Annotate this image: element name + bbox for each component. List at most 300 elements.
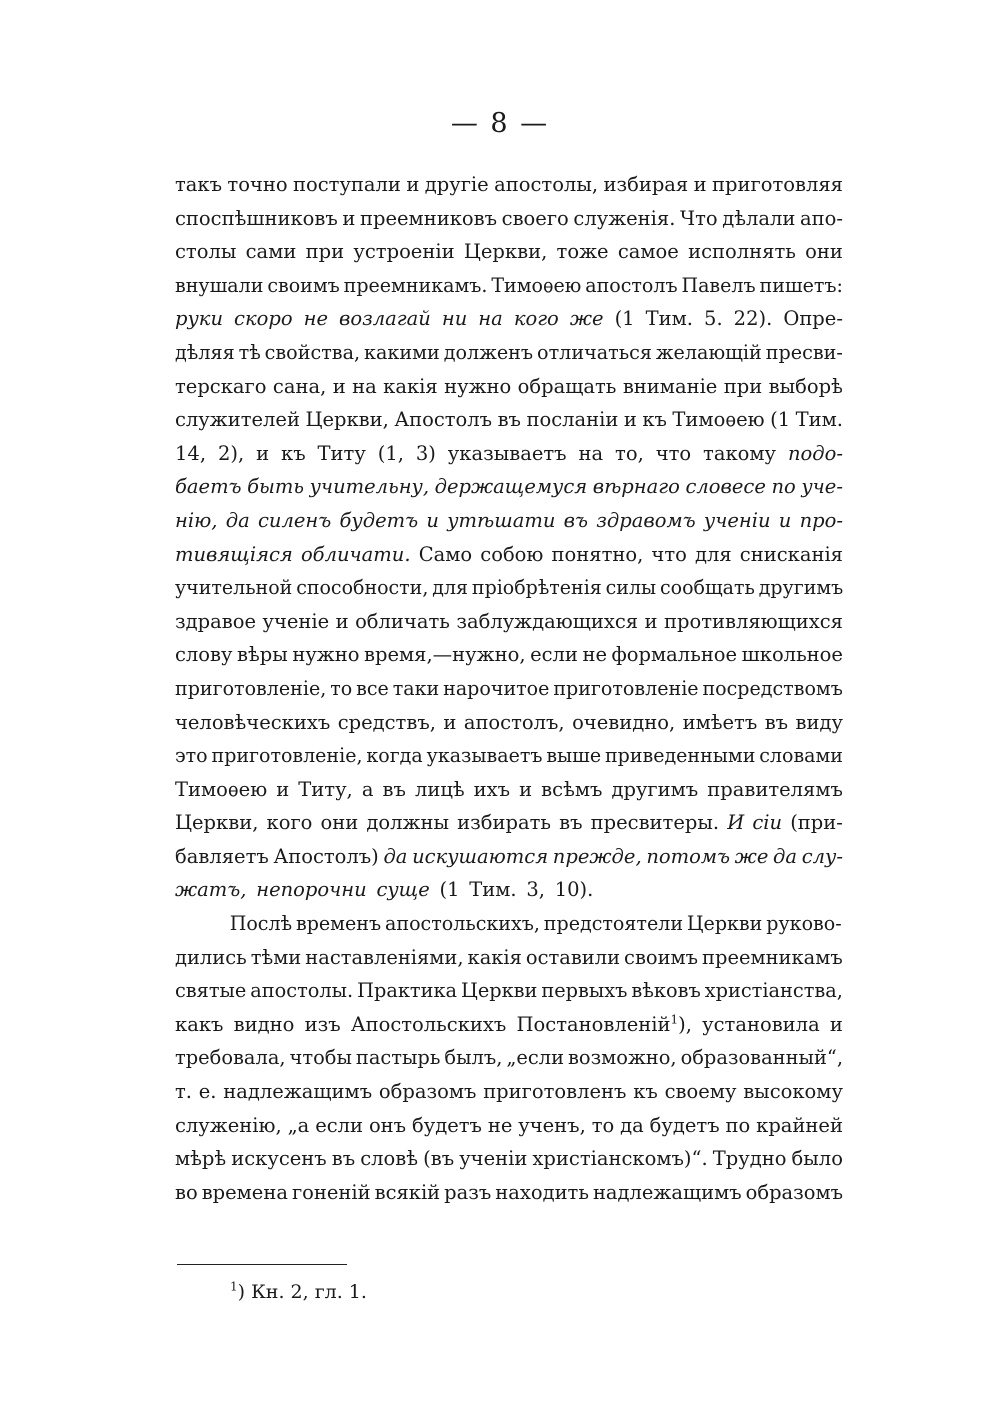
word: „а xyxy=(287,1113,310,1137)
word: же xyxy=(569,307,604,331)
word: дѣлали xyxy=(722,206,796,230)
word: тѣми xyxy=(250,945,302,969)
word: понятно, xyxy=(551,542,644,566)
word: требовала, xyxy=(175,1046,286,1070)
word: христіанства, xyxy=(704,979,843,1003)
word: для xyxy=(694,542,732,566)
word: пресви- xyxy=(765,340,843,364)
text-line xyxy=(175,907,842,941)
word: Апостолъ xyxy=(394,408,493,432)
text-line xyxy=(175,470,843,504)
word: руково- xyxy=(766,912,842,936)
word: имѣетъ xyxy=(682,710,758,734)
word: при xyxy=(305,240,345,264)
word: и xyxy=(519,777,533,801)
word: такому xyxy=(703,441,777,465)
word: Тим. xyxy=(469,878,517,902)
footnote-text: ) Кн. 2, гл. 1. xyxy=(237,1281,367,1303)
word: время,—нужно, xyxy=(364,643,526,667)
word: учительной xyxy=(175,576,293,600)
text-line xyxy=(175,1142,843,1176)
word: свойства, xyxy=(264,340,361,364)
word: наставленіями, xyxy=(305,945,464,969)
word: силы xyxy=(605,576,657,600)
word: Павелъ xyxy=(681,273,756,297)
word: точно xyxy=(227,173,288,196)
word: способности, xyxy=(296,576,429,600)
word: ученъ, xyxy=(518,1113,586,1137)
word: это xyxy=(175,744,208,768)
word: то xyxy=(591,1113,615,1137)
word: Церкви, xyxy=(305,408,389,432)
text-line xyxy=(175,706,843,740)
word: такъ xyxy=(175,173,223,196)
word: своимъ xyxy=(624,945,699,969)
word: и xyxy=(406,173,420,196)
word: нію, xyxy=(175,508,218,532)
word: преемникамъ xyxy=(702,945,843,969)
word: нарочитое xyxy=(443,676,550,700)
word: по xyxy=(725,1113,751,1137)
word: собою xyxy=(480,542,544,566)
text-line xyxy=(175,840,843,874)
word: образомъ xyxy=(745,1180,844,1204)
word: самое xyxy=(617,240,679,264)
word: они xyxy=(320,811,359,835)
word: служенія. xyxy=(573,206,676,230)
word: когда xyxy=(366,744,423,768)
word: да xyxy=(620,1113,644,1137)
word: не xyxy=(487,1113,513,1137)
word: Опре- xyxy=(783,307,843,331)
word: если xyxy=(530,643,578,667)
text-line xyxy=(175,437,843,471)
word: по xyxy=(771,475,796,499)
word: на xyxy=(578,441,604,465)
word: жатъ, xyxy=(175,878,247,902)
word: въ xyxy=(559,811,583,835)
word: надлежащимъ xyxy=(223,1080,373,1104)
text-line xyxy=(175,1109,843,1143)
word: Тимоѳею xyxy=(175,777,268,801)
word: чтобы xyxy=(289,1046,352,1070)
word: не xyxy=(303,307,328,331)
word: на xyxy=(352,374,377,398)
text-line xyxy=(175,168,843,202)
word: посредствомъ xyxy=(702,676,843,700)
word: временъ xyxy=(295,912,382,936)
text-line xyxy=(175,269,843,303)
word: Титу, xyxy=(298,777,353,801)
word: про- xyxy=(799,508,843,532)
word: слу- xyxy=(801,844,843,868)
text-line xyxy=(175,941,843,975)
word: что xyxy=(651,542,687,566)
text-line xyxy=(175,773,843,807)
text-line xyxy=(175,235,843,269)
word: гоненій xyxy=(291,1180,371,1204)
word: что xyxy=(655,441,692,465)
word: установила xyxy=(702,1012,820,1036)
word: бавляетъ xyxy=(175,844,269,868)
word: 10). xyxy=(554,878,594,902)
word: поступали xyxy=(293,173,401,196)
word: словесе xyxy=(685,475,766,499)
word: въ xyxy=(382,777,406,801)
footnote xyxy=(230,1280,367,1304)
word: въ xyxy=(563,508,589,532)
word: другіе xyxy=(424,173,489,196)
word: при xyxy=(723,374,763,398)
word: Постановленій$^1$), xyxy=(516,1012,692,1036)
word: и xyxy=(829,1012,843,1036)
word: и xyxy=(332,374,346,398)
word: таки xyxy=(392,676,440,700)
text-line xyxy=(175,605,843,639)
word: а xyxy=(361,777,374,801)
word: видно xyxy=(233,1012,295,1036)
word: приготовляя xyxy=(712,173,843,196)
word: ученіи xyxy=(459,1147,528,1171)
text-line xyxy=(175,302,843,336)
word: кого xyxy=(266,811,313,835)
word: 2), xyxy=(217,441,245,465)
word: мѣрѣ xyxy=(175,1147,227,1171)
word: посланіи xyxy=(526,408,619,432)
word: дились xyxy=(175,945,247,969)
word: все xyxy=(356,676,389,700)
word: апостолы. xyxy=(250,979,354,1003)
word: снисканія xyxy=(739,542,843,566)
text-line xyxy=(175,806,843,840)
word: было xyxy=(791,1147,843,1171)
word: сами xyxy=(245,240,297,264)
word: нужно xyxy=(444,374,512,398)
word: (1 xyxy=(439,878,460,902)
word: приготовленъ xyxy=(483,1080,627,1104)
word: избирая xyxy=(603,173,689,196)
word: слову xyxy=(175,643,233,667)
word: пріобрѣтенія xyxy=(471,576,602,600)
text-line xyxy=(175,672,843,706)
word: они xyxy=(805,240,843,264)
word: скоро xyxy=(234,307,293,331)
word: 3, xyxy=(526,878,545,902)
word: 14, xyxy=(175,441,207,465)
word: и xyxy=(644,609,658,633)
word: тивящіяся xyxy=(175,542,293,566)
word: ученіе xyxy=(262,609,330,633)
word: тѣ xyxy=(238,340,261,364)
word: устроеніи xyxy=(353,240,455,264)
word: служенію, xyxy=(175,1113,282,1137)
word: обращать xyxy=(517,374,617,398)
word: Практика xyxy=(357,979,458,1003)
text-line xyxy=(175,538,843,572)
word: словами xyxy=(759,744,843,768)
word: (въ xyxy=(423,1147,455,1171)
word: другимъ xyxy=(611,777,699,801)
word: очевидно, xyxy=(572,710,676,734)
word: Тимоѳею xyxy=(672,408,765,432)
word: словѣ xyxy=(360,1147,419,1171)
word: оставили xyxy=(525,945,621,969)
word: Апостольскихъ xyxy=(350,1012,507,1036)
word: Апостолъ) xyxy=(273,844,379,868)
word: отличаться xyxy=(537,340,652,364)
word: онъ xyxy=(368,1113,407,1137)
word: надлежащимъ xyxy=(592,1180,742,1204)
text-line xyxy=(175,1075,843,1109)
word: вѣковъ xyxy=(631,979,701,1003)
word: правителямъ xyxy=(707,777,843,801)
word: виду xyxy=(795,710,843,734)
text-line xyxy=(175,370,843,404)
word: непорочни xyxy=(256,878,367,902)
word: какими xyxy=(364,340,440,364)
word: то xyxy=(330,676,353,700)
text-line xyxy=(175,873,843,907)
word: пастырь xyxy=(355,1046,441,1070)
word: всѣмъ xyxy=(541,777,603,801)
word: образованный“, xyxy=(680,1046,844,1070)
word: и xyxy=(623,408,637,432)
word: и xyxy=(335,609,349,633)
footnote-reference: 1 xyxy=(670,1012,679,1027)
word: то, xyxy=(615,441,644,465)
word: къ xyxy=(642,408,667,432)
word: какія xyxy=(383,374,438,398)
word: и xyxy=(443,710,457,734)
word: долженъ xyxy=(443,340,534,364)
word: должны xyxy=(366,811,449,835)
word: въ xyxy=(764,710,789,734)
word: христіанскомъ)“. xyxy=(532,1147,708,1171)
word: къ xyxy=(281,441,306,465)
word: Тимоѳею xyxy=(491,273,582,297)
word: времена xyxy=(201,1180,288,1204)
word: терскаго xyxy=(175,374,267,398)
word: образомъ xyxy=(378,1080,477,1104)
text-line xyxy=(175,504,843,538)
word: Церкви, xyxy=(175,811,259,835)
word: заблуждающихся xyxy=(456,609,639,633)
text-line xyxy=(175,1041,843,1075)
word: держащемуся xyxy=(434,475,588,499)
word: 3) xyxy=(415,441,436,465)
word: „если xyxy=(506,1046,565,1070)
word: въ xyxy=(497,408,521,432)
word: потомъ xyxy=(646,844,731,868)
word: е. xyxy=(198,1080,217,1104)
word: подо- xyxy=(787,441,843,465)
word: пресвитеры. xyxy=(590,811,720,835)
word: изъ xyxy=(304,1012,341,1036)
word: сана, xyxy=(272,374,327,398)
word: И xyxy=(727,811,745,835)
word: будетъ xyxy=(411,1113,482,1137)
word: будетъ xyxy=(649,1113,720,1137)
word: здравое xyxy=(175,609,257,633)
word: преемникамъ. xyxy=(343,273,488,297)
word: какія xyxy=(467,945,522,969)
word: былъ, xyxy=(444,1046,503,1070)
word: кого xyxy=(513,307,559,331)
word: вѣрнаго xyxy=(592,475,680,499)
word: возможно, xyxy=(567,1046,677,1070)
word: быть xyxy=(247,475,305,499)
text-line xyxy=(175,1176,843,1210)
word: высокому xyxy=(743,1080,843,1104)
word: ученіи xyxy=(703,508,771,532)
word: въ xyxy=(331,1147,356,1171)
word: обличать xyxy=(355,609,450,633)
word: Послѣ xyxy=(229,912,293,936)
word: крайней xyxy=(756,1113,843,1137)
word: другимъ xyxy=(758,576,844,600)
text-line xyxy=(175,571,843,605)
word: 5. xyxy=(704,307,723,331)
word: да xyxy=(225,508,250,532)
word: во xyxy=(175,1180,198,1204)
word: Церкви xyxy=(686,912,763,936)
word: служителей xyxy=(175,408,300,432)
word: (при- xyxy=(790,811,843,835)
word: ихъ xyxy=(473,777,511,801)
word: (1 xyxy=(770,408,791,432)
word: приготовленіе xyxy=(553,676,699,700)
word: Трудно xyxy=(712,1147,787,1171)
word: Что xyxy=(680,206,718,230)
word: исполнять xyxy=(688,240,796,264)
word: уче- xyxy=(801,475,843,499)
word: нужно xyxy=(292,643,360,667)
word: ни xyxy=(441,307,468,331)
word: всякій xyxy=(374,1180,441,1204)
word: вѣры xyxy=(237,643,288,667)
word: прежде, xyxy=(552,844,642,868)
text-line xyxy=(175,638,843,672)
page-number: — 8 — xyxy=(450,108,550,139)
word: искусенъ xyxy=(231,1147,327,1171)
word: апостолъ, xyxy=(463,710,565,734)
word: приведенными xyxy=(605,744,756,768)
word: дѣляя xyxy=(175,340,235,364)
word: святые xyxy=(175,979,247,1003)
text-line xyxy=(175,739,843,773)
word: преемниковъ xyxy=(360,206,498,230)
word: избирать xyxy=(457,811,551,835)
word: разъ xyxy=(444,1180,492,1204)
word: 22). xyxy=(733,307,773,331)
text-line xyxy=(175,974,843,1008)
word: т. xyxy=(175,1080,192,1104)
word: апостолъ xyxy=(585,273,678,297)
word: внушали xyxy=(175,273,264,297)
word: руки xyxy=(175,307,223,331)
word: баетъ xyxy=(175,475,242,499)
word: какъ xyxy=(175,1012,224,1036)
word: и xyxy=(426,508,439,532)
word: споспѣшниковъ xyxy=(175,206,338,230)
word: апостолы, xyxy=(494,173,599,196)
word: Церкви xyxy=(461,979,538,1003)
word: къ xyxy=(633,1080,658,1104)
word: Тим. xyxy=(795,408,843,432)
word: указываетъ xyxy=(447,441,567,465)
word: своего xyxy=(501,206,569,230)
word: (1, xyxy=(377,441,404,465)
word: тоже xyxy=(556,240,609,264)
word: искушаются xyxy=(412,844,549,868)
word: да xyxy=(383,844,408,868)
word: Титу xyxy=(317,441,366,465)
word: предстоятели xyxy=(543,912,684,936)
word: силенъ xyxy=(257,508,332,532)
word: апо- xyxy=(800,206,843,230)
word: Само xyxy=(418,542,473,566)
word: же xyxy=(734,844,769,868)
word: и xyxy=(342,206,356,230)
word: будетъ xyxy=(339,508,419,532)
word: обличати. xyxy=(300,542,411,566)
word: средствъ, xyxy=(337,710,436,734)
word: находить xyxy=(495,1180,589,1204)
word: и xyxy=(276,777,290,801)
word: человѣческихъ xyxy=(175,710,331,734)
word: первыхъ xyxy=(541,979,628,1003)
word: здравомъ xyxy=(596,508,696,532)
word: своему xyxy=(664,1080,737,1104)
body-text xyxy=(175,168,843,1209)
word: на xyxy=(478,307,503,331)
word: и xyxy=(778,508,792,532)
word: желающій xyxy=(655,340,762,364)
word: апостольскихъ, xyxy=(385,912,540,936)
text-line xyxy=(175,336,843,370)
word: школьное xyxy=(741,643,843,667)
text-line xyxy=(175,403,843,437)
word: приготовленіе, xyxy=(175,676,327,700)
text-line xyxy=(175,202,843,236)
word: если xyxy=(315,1113,364,1137)
word: учительну, xyxy=(309,475,430,499)
word: и xyxy=(693,173,707,196)
word: столы xyxy=(175,240,237,264)
footnote-marker: 1 xyxy=(230,1279,238,1294)
word: выше xyxy=(546,744,602,768)
word: выборѣ xyxy=(768,374,843,398)
word: (1 xyxy=(614,307,635,331)
text-line xyxy=(175,1008,843,1042)
word: указываетъ xyxy=(426,744,543,768)
word: противляющихся xyxy=(663,609,843,633)
word: Тим. xyxy=(645,307,693,331)
word: для xyxy=(432,576,469,600)
word: приготовленіе, xyxy=(211,744,363,768)
word: и xyxy=(256,441,270,465)
word: формальное xyxy=(611,643,738,667)
footnote-divider xyxy=(177,1264,347,1265)
word: Церкви, xyxy=(463,240,548,264)
word: вниманіе xyxy=(622,374,718,398)
word: лицѣ xyxy=(414,777,465,801)
word: пишетъ: xyxy=(759,273,843,297)
word: сіи xyxy=(752,811,783,835)
word: суще xyxy=(376,878,430,902)
word: утѣшати xyxy=(447,508,556,532)
word: своимъ xyxy=(267,273,340,297)
